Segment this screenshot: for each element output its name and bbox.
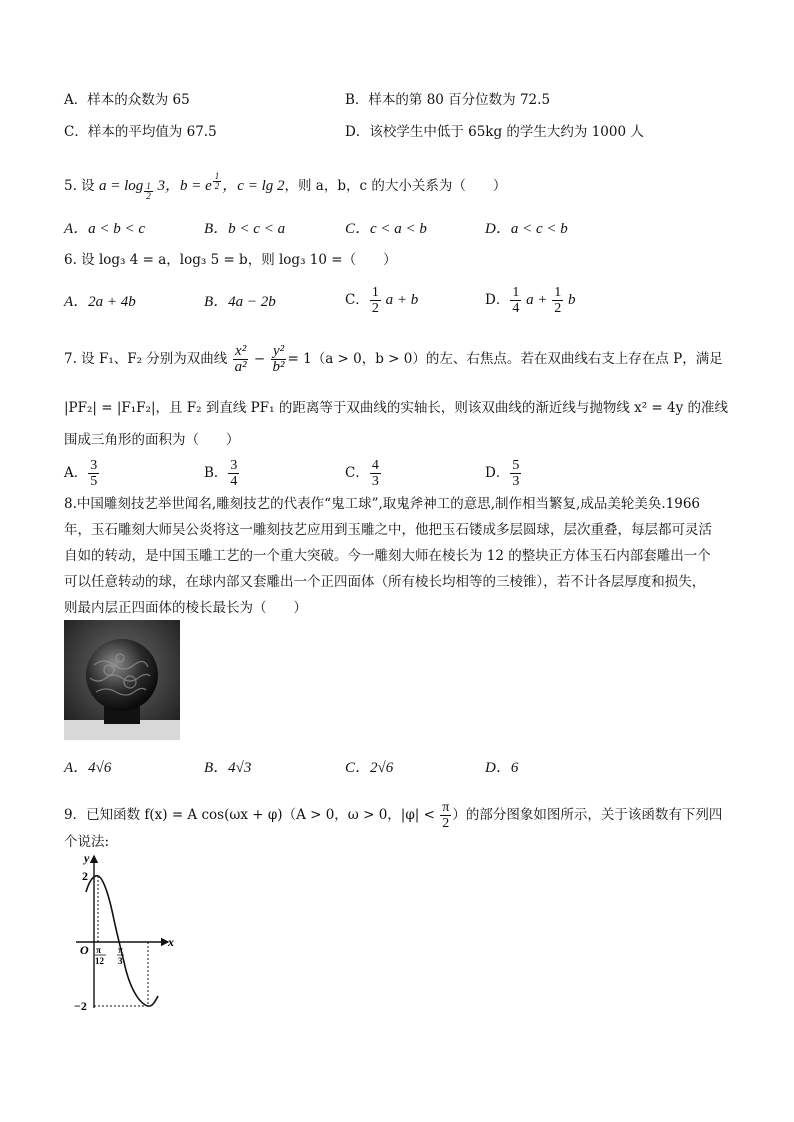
q6-option-b: B．4a − 2b: [204, 294, 276, 310]
q5-option-b: B．b < c < a: [204, 221, 286, 237]
q7-option-a: A． $\frac{3}{5}$: [64, 458, 98, 489]
q6-option-c: C． $\frac{1}{2}$ a + b: [345, 285, 419, 316]
q7-stem-line2: |PF₂| = |F₁F₂|，且 F₂ 到直线 PF₁ 的距离等于双曲线的实轴长，则该双曲线的渐近线与抛物线 x² = 4y 的准线: [64, 400, 729, 416]
q6-option-a: A．2a + 4b: [64, 294, 136, 310]
cosine-graph: [64, 850, 184, 1010]
q8-stem-line4: 可以任意转动的球，在球内部又套雕出一个正四面体（所有棱长均相等的三棱锥），若不计各层厚度和损失，: [64, 574, 706, 590]
q7-stem-line3: 围成三角形的面积为（ ）: [64, 432, 240, 448]
q5-expression: a = log $_{\frac{1}{2}}$ 3，b = e $^{\frac{1}{2}}$ ，c = lg 2: [98, 171, 285, 202]
y-max-label: 2: [82, 869, 88, 883]
q8-stem-line1: 8.中国雕刻技艺举世闻名,雕刻技艺的代表作“鬼工球”,取鬼斧神工的意思,制作相当繁复,成品美轮美奂.1966: [64, 496, 700, 512]
function-curve: [86, 876, 158, 1006]
q9-stem-line1: 9．已知函数 f(x) = A cos(ωx + φ)（A > 0，ω > 0，|φ| < $\frac{\pi}{2}$ ）的部分图象如图所示，关于该函数有下列四: [64, 800, 723, 831]
q9-stem-line2: 个说法:: [64, 834, 110, 850]
q5-option-a: A．a < b < c: [64, 221, 146, 237]
q5-option-c: C．c < a < b: [345, 221, 427, 237]
q7-stem-line1: 7. 设 F₁、F₂ 分别为双曲线 $\frac{\text{x²}}{\text{a²}}$ − $\frac{\text{y²}}{\text{b²}}$ = 1（a > 0，b > 0）的左、右焦点。若在双曲线右支上存在点 P，满足: [64, 343, 723, 375]
q6-stem: 6. 设 log₃ 4 = a，log₃ 5 = b，则 log₃ 10 =（ ）: [64, 252, 397, 268]
x-axis-label: x: [168, 935, 174, 949]
q4-option-b: B．样本的第 80 百分位数为 72.5: [345, 92, 551, 108]
q7-option-d: D． $\frac{5}{3}$: [485, 458, 520, 489]
q5-stem: 5. 设 a = log $_{\frac{1}{2}}$ 3，b = e $^{\frac{1}{2}}$ ，c = lg 2，则 a，b，c 的大小关系为（ ）: [64, 171, 507, 202]
q8-stem-line3: 自如的转动，是中国玉雕工艺的一个重大突破。今一雕刻大师在棱长为 12 的整块正方体玉石内部套雕出一个: [64, 548, 711, 564]
q8-stem-line2: 年，玉石雕刻大师吴公炎将这一雕刻技艺应用到玉雕之中，他把玉石镂成多层圆球，层次重叠，每层都可灵活: [64, 522, 712, 538]
tick2-num: π: [118, 945, 123, 955]
q4-option-d: D．该校学生中低于 65kg 的学生大约为 1000 人: [345, 124, 644, 140]
q8-stem-line5: 则最内层正四面体的棱长最长为（ ）: [64, 600, 307, 616]
q6-option-d: D． $\frac{1}{4}$ a + $\frac{1}{2}$ b: [485, 285, 576, 316]
q5-option-d: D．a < c < b: [485, 221, 568, 237]
y-axis-label: y: [84, 851, 90, 865]
origin-label: O: [80, 943, 89, 957]
tick2-den: 3: [118, 956, 123, 966]
tick1-den: 12: [95, 956, 104, 966]
q8-option-b: B．4√3: [204, 760, 252, 776]
ghost-ball-photo: [64, 620, 180, 740]
q4-option-a: A．样本的众数为 65: [64, 92, 190, 108]
y-min-label: −2: [74, 999, 87, 1010]
q8-option-a: A．4√6: [64, 760, 112, 776]
q7-option-b: B． $\frac{3}{4}$: [204, 458, 238, 489]
q8-option-d: D．6: [485, 760, 519, 776]
q8-option-c: C．2√6: [345, 760, 394, 776]
q7-option-c: C． $\frac{4}{3}$: [345, 458, 379, 489]
q4-option-c: C．样本的平均值为 67.5: [64, 124, 217, 140]
tick1-num: π: [96, 945, 101, 955]
